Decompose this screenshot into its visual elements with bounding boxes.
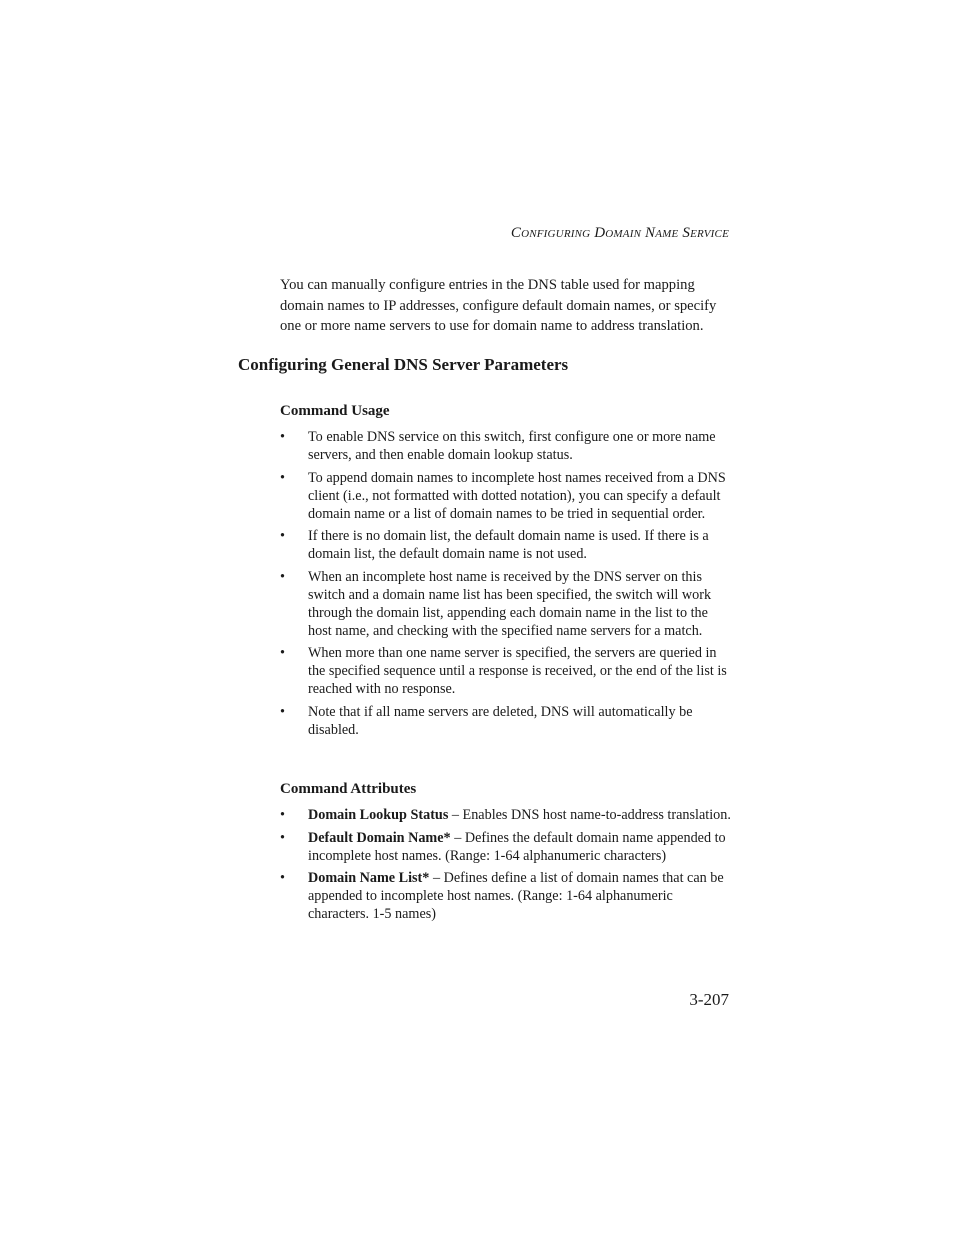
attribute-description: – Defines define a list of domain names that can be appended to incomplete host names. (Range: 1-64 alphanumeric characters. 1-5 names) <box>308 870 724 922</box>
bullet-icon: • <box>280 807 285 823</box>
attribute-term: Default Domain Name* <box>308 829 451 846</box>
list-item <box>280 469 732 523</box>
command-attributes-heading: Command Attributes <box>280 781 417 797</box>
list-item <box>280 869 732 923</box>
bullet-icon: • <box>280 703 285 720</box>
command-usage-list <box>280 428 732 743</box>
bullet-icon: • <box>280 429 285 445</box>
list-item-text: To enable DNS service on this switch, first configure one or more name servers, and then enable domain lookup status. <box>308 429 716 463</box>
list-item <box>280 644 732 698</box>
running-head: Configuring Domain Name Service <box>510 225 729 241</box>
attribute-description: – Defines the default domain name appended to incomplete host names. (Range: 1-64 alphanumeric characters) <box>308 829 726 864</box>
page-number: 3-207 <box>689 990 729 1009</box>
bullet-icon: • <box>280 568 285 585</box>
section-title: Configuring General DNS Server Parameters <box>238 355 569 374</box>
list-item <box>280 703 732 739</box>
list-item-text: To append domain names to incomplete host names received from a DNS client (i.e., not formatted with dotted notation), you can specify a default domain name or a list of domain names to be tried in sequential order. <box>308 469 726 522</box>
attribute-description: – Enables DNS host name-to-address translation. <box>448 807 731 823</box>
attribute-term: Domain Lookup Status <box>308 807 449 823</box>
intro-paragraph: You can manually configure entries in the DNS table used for mapping domain names to IP addresses, configure default domain names, or specify one or more name servers to use for domain name to address translation. <box>280 277 717 334</box>
list-item-text: Note that if all name servers are deleted, DNS will automatically be disabled. <box>308 703 693 738</box>
list-item <box>280 829 732 865</box>
attribute-term: Domain Name List* <box>308 870 430 886</box>
bullet-icon: • <box>280 645 285 661</box>
list-item <box>280 806 732 824</box>
command-attributes-list <box>280 806 732 928</box>
bullet-icon: • <box>280 528 285 544</box>
bullet-icon: • <box>280 870 285 886</box>
list-item-text: If there is no domain list, the default domain name is used. If there is a domain list, the default domain name is not used. <box>308 528 709 562</box>
list-item <box>280 568 732 640</box>
list-item <box>280 527 732 563</box>
list-item-text: When an incomplete host name is received by the DNS server on this switch and a domain name list has been specified, the switch will work through the domain list, appending each domain name in the list to the host name, and checking with the specified name servers for a match. <box>308 568 712 639</box>
list-item <box>280 428 732 464</box>
list-item-text: When more than one name server is specified, the servers are queried in the specified sequence until a response is received, or the end of the list is reached with no response. <box>308 645 727 697</box>
bullet-icon: • <box>280 829 285 846</box>
bullet-icon: • <box>280 469 285 486</box>
command-usage-heading: Command Usage <box>280 403 390 419</box>
